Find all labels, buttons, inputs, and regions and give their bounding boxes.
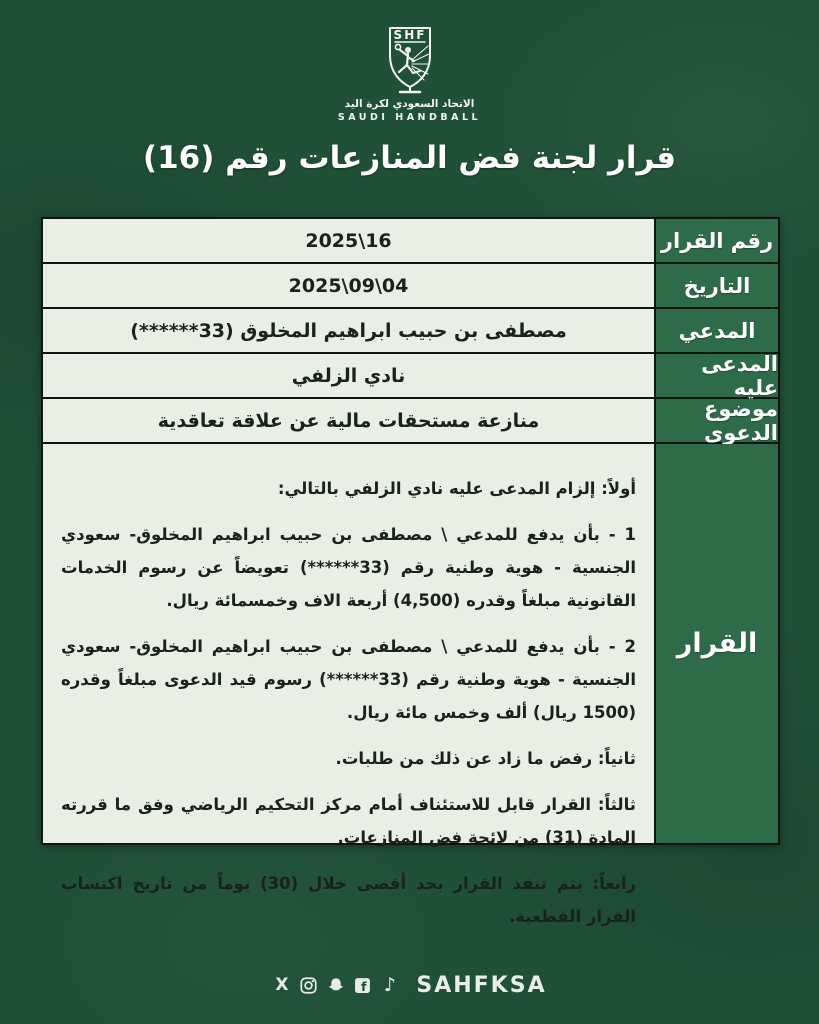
row-value: 16\2025 (43, 219, 654, 262)
row-date (43, 264, 778, 309)
row-claimant (43, 309, 778, 354)
decision-table (41, 217, 780, 926)
row-label: موضوع الدعوى (654, 399, 778, 442)
logo-english-name: SAUDI HANDBALL (337, 112, 482, 123)
row-value: 04\09\2025 (43, 264, 654, 307)
footer (0, 973, 819, 998)
x-icon: X (275, 975, 289, 995)
decision-paragraph: 1 - بأن يدفع للمدعي \ مصطفى بن حبيب ابراهيم المخلوق- سعودي الجنسية - هوية وطنية رقم (33******) تعويضاً عن رسوم الخدمات القانونية مبلغاً وقدره (4,500) أربعة الاف وخمسمائة ريال. (61, 525, 637, 610)
snapchat-icon (326, 976, 345, 995)
row-case-subject (43, 396, 778, 445)
logo-acronym: SHF (393, 28, 426, 42)
facebook-icon (353, 976, 372, 995)
decision-text (43, 444, 654, 926)
decision-paragraph: رابعاً: يتم تنفذ القرار بحد أقصى خلال (30) يوماً من تاريخ اكتساب القرار القطعية. (61, 874, 636, 926)
row-label: رقم القرار (654, 219, 778, 262)
row-label: المدعي (654, 309, 778, 352)
instagram-icon (299, 976, 318, 995)
social-icons (272, 976, 399, 995)
row-value: مصطفى بن حبيب ابراهيم المخلوق (33******) (43, 309, 654, 352)
decision-paragraph: ثالثاً: القرار قابل للاستئناف أمام مركز التحكيم الرياضي وفق ما قررته المادة (31) من لائحة فض المنازعات. (61, 795, 636, 847)
shf-crest-icon (362, 24, 458, 96)
row-decision (43, 444, 778, 926)
row-label: التاريخ (654, 264, 778, 307)
row-label: المدعى عليه (654, 354, 778, 397)
row-value: منازعة مستحقات مالية عن علاقة تعاقدية (43, 399, 654, 442)
facebook-glyph: f (361, 980, 367, 994)
social-handle: SAHFKSA (416, 973, 547, 998)
decision-paragraph: أولاً: إلزام المدعى عليه نادي الزلفي بالتالي: (277, 479, 636, 498)
logo-arabic-name: الاتحاد السعودي لكرة اليد (344, 98, 475, 110)
tiktok-icon: ♪ (383, 974, 396, 996)
decision-label: القرار (654, 444, 778, 843)
federation-logo (0, 24, 819, 123)
page-title: قرار لجنة فض المنازعات رقم (16) (142, 140, 677, 176)
row-defendant (43, 351, 778, 400)
row-decision-number (43, 219, 778, 264)
row-value: نادي الزلفي (43, 354, 654, 397)
decision-paragraph: ثانياً: رفض ما زاد عن ذلك من طلبات. (335, 749, 636, 768)
decision-paragraph: 2 - بأن يدفع للمدعي \ مصطفى بن حبيب ابراهيم المخلوق- سعودي الجنسية - هوية وطنية رقم (33******) رسوم قيد الدعوى مبلغاً وقدره (1500 ريال) ألف وخمس مائة ريال. (61, 637, 637, 722)
